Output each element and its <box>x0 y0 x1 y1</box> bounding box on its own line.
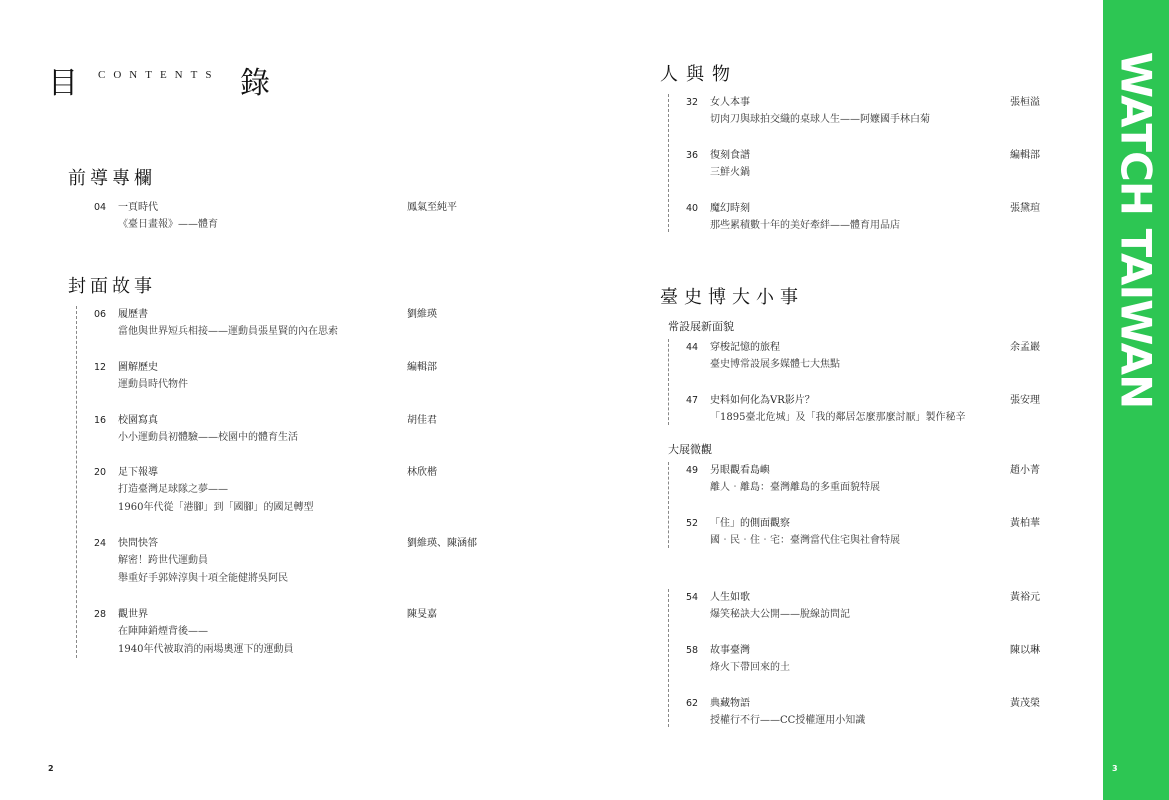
entry-desc: 打造臺灣足球隊之夢—— <box>118 484 228 495</box>
page-number: 24 <box>94 538 107 549</box>
page-number: 52 <box>686 518 699 529</box>
entry-author: 林欣楷 <box>407 467 437 478</box>
entry-author: 黃裕元 <box>1010 592 1040 603</box>
entry-author: 黃茂榮 <box>1010 698 1040 709</box>
page-number: 54 <box>686 592 699 603</box>
section-divider-line <box>668 589 669 727</box>
entry-title: 魔幻時刻 <box>710 203 750 214</box>
toc-entry[interactable] <box>686 339 1046 373</box>
subsection-title: 常設展新面貌 <box>668 320 734 333</box>
toc-entry[interactable] <box>686 94 1046 128</box>
entry-author: 趙小菁 <box>1010 465 1040 476</box>
page-number: 28 <box>94 609 107 620</box>
toc-entry[interactable] <box>686 589 1046 623</box>
page-number: 58 <box>686 645 699 656</box>
section-divider-line <box>668 462 669 548</box>
entry-desc: 切肉刀與球拍交織的桌球人生——阿嬤國手林白菊 <box>710 114 930 125</box>
entry-title: 另眼觀看島嶼 <box>710 465 770 476</box>
toc-entry[interactable] <box>94 412 494 446</box>
entry-title: 快問快答 <box>118 538 158 549</box>
entry-title: 人生如歌 <box>710 592 750 603</box>
entry-desc: 烽火下帶回來的土 <box>710 662 790 673</box>
entry-author: 劉維瑛、陳涵郁 <box>407 538 477 549</box>
page-number: 40 <box>686 203 699 214</box>
entry-desc: 1940年代被取消的兩場奧運下的運動員 <box>118 644 294 655</box>
entry-author: 編輯部 <box>407 362 437 373</box>
entry-desc: 在陣陣銷煙背後—— <box>118 626 208 637</box>
toc-entry[interactable] <box>94 359 494 393</box>
section-title-museum-news: 臺史博大小事 <box>660 287 804 308</box>
page-number: 44 <box>686 342 699 353</box>
toc-entry[interactable] <box>686 642 1046 676</box>
entry-desc: 舉重好手郭婞淳與十項全能健將吳阿民 <box>118 573 288 584</box>
page-number: 06 <box>94 309 107 320</box>
entry-title: 「住」的側面觀察 <box>710 518 790 529</box>
page-number: 47 <box>686 395 699 406</box>
page-number: 04 <box>94 202 107 213</box>
section-divider-line <box>668 94 669 232</box>
toc-entry[interactable] <box>94 606 494 658</box>
section-title-cover-story: 封面故事 <box>68 276 156 297</box>
subsection-title: 大展微觀 <box>668 443 712 456</box>
entry-title: 履歷書 <box>118 309 148 320</box>
entry-title: 觀世界 <box>118 609 148 620</box>
entry-desc: 1960年代從「港腳」到「國腳」的國足轉型 <box>118 502 314 513</box>
page-number: 36 <box>686 150 699 161</box>
entry-desc: 離人‧離島：臺灣離島的多重面貌特展 <box>710 482 880 493</box>
toc-entry[interactable] <box>94 464 494 516</box>
page-number: 32 <box>686 97 699 108</box>
page-number: 12 <box>94 362 107 373</box>
entry-title: 史料如何化為VR影片？ <box>710 395 815 406</box>
entry-title: 復刻食譜 <box>710 150 750 161</box>
entry-title: 女人本事 <box>710 97 750 108</box>
entry-title: 校園寫真 <box>118 415 158 426</box>
section-title-preface: 前導專欄 <box>68 168 156 189</box>
entry-author: 胡佳君 <box>407 415 437 426</box>
entry-desc: 運動員時代物件 <box>118 379 188 390</box>
section-title-people-objects: 人與物 <box>660 64 738 85</box>
page-number: 62 <box>686 698 699 709</box>
page-number: 20 <box>94 467 107 478</box>
entry-title: 典藏物語 <box>710 698 750 709</box>
entry-author: 陳旻嘉 <box>407 609 437 620</box>
toc-title-char-2: 錄 <box>240 66 270 101</box>
entry-desc: 三鮮火鍋 <box>710 167 750 178</box>
entry-desc: 解密！跨世代運動員 <box>118 555 208 566</box>
entry-desc: 當他與世界短兵相接——運動員張星賢的內在思索 <box>118 326 338 337</box>
page-number: 49 <box>686 465 699 476</box>
toc-entry[interactable] <box>686 147 1046 181</box>
toc-entry[interactable] <box>686 462 1046 496</box>
entry-title: 圖解歷史 <box>118 362 158 373</box>
page-number-right: 3 <box>1112 764 1118 773</box>
toc-entry[interactable] <box>94 535 494 587</box>
entry-desc: 臺史博常設展多媒體七大焦點 <box>710 359 840 370</box>
toc-entry[interactable] <box>686 695 1046 729</box>
entry-author: 劉維瑛 <box>407 309 437 320</box>
entry-author: 張安理 <box>1010 395 1040 406</box>
entry-desc: 授權行不行——CC授權運用小知識 <box>710 715 866 726</box>
section-divider-line <box>76 306 77 658</box>
entry-desc: 小小運動員初體驗——校園中的體育生活 <box>118 432 298 443</box>
toc-entry[interactable] <box>686 515 1046 549</box>
entry-title: 穿梭記憶的旅程 <box>710 342 780 353</box>
entry-title: 一頁時代 <box>118 202 158 213</box>
entry-desc: 國‧民‧住‧宅：臺灣當代住宅與社會特展 <box>710 535 900 546</box>
entry-author: 鳳氣至純平 <box>407 202 457 213</box>
toc-entry[interactable] <box>686 392 1046 426</box>
brand-wordmark: WATCH TAIWAN <box>1111 51 1161 409</box>
entry-desc: 爆笑秘訣大公開——脫線訪問記 <box>710 609 850 620</box>
toc-contents-label: CONTENTS <box>98 69 220 81</box>
entry-author: 余孟巖 <box>1010 342 1040 353</box>
entry-title: 故事臺灣 <box>710 645 750 656</box>
entry-author: 張黛瑄 <box>1010 203 1040 214</box>
entry-desc: 「1895臺北危城」及「我的鄰居怎麼那麼討厭」製作秘辛 <box>710 412 966 423</box>
section-divider-line <box>668 339 669 425</box>
entry-title: 足下報導 <box>118 467 158 478</box>
entry-author: 張桓溢 <box>1010 97 1040 108</box>
toc-entry[interactable] <box>94 199 494 233</box>
page-number: 16 <box>94 415 107 426</box>
toc-entry[interactable] <box>94 306 494 340</box>
entry-author: 編輯部 <box>1010 150 1040 161</box>
toc-title-char-1: 目 <box>48 66 78 101</box>
page-number-left: 2 <box>48 764 54 773</box>
toc-entry[interactable] <box>686 200 1046 234</box>
entry-author: 陳以琳 <box>1010 645 1040 656</box>
entry-desc: 《臺日畫報》——體育 <box>118 219 218 230</box>
entry-desc: 那些累積數十年的美好牽絆——體育用品店 <box>710 220 900 231</box>
entry-author: 黃柏華 <box>1010 518 1040 529</box>
